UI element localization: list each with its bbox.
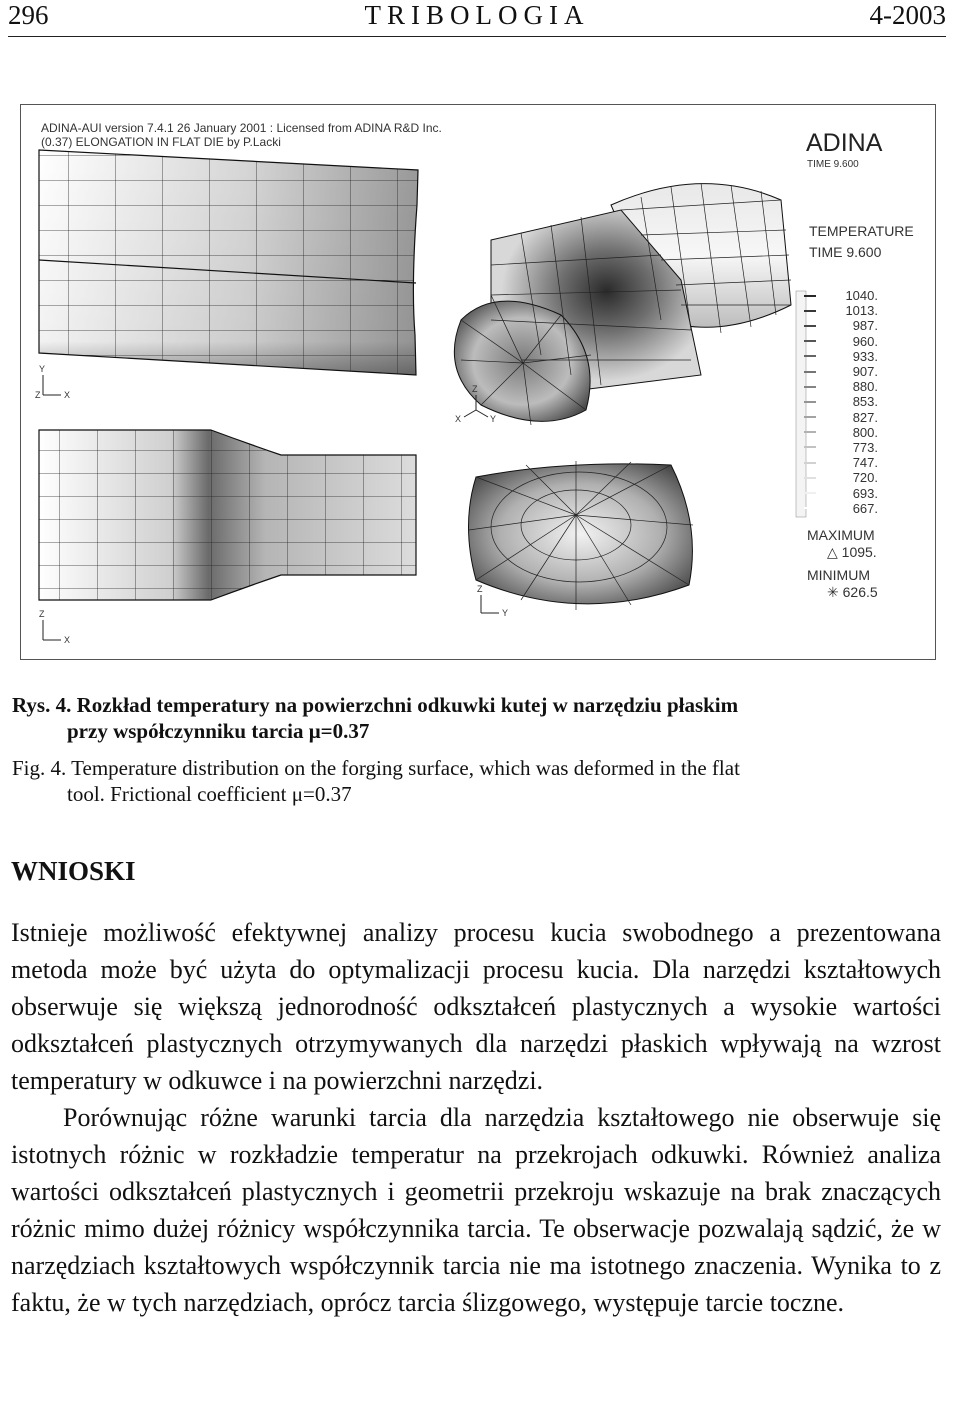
legend-swatch <box>804 310 816 312</box>
axis-label-bl-horizontal: X <box>64 635 71 645</box>
legend-value-item <box>804 410 878 425</box>
minimum-label: MINIMUM <box>807 567 870 583</box>
axis-label-iso-top: Z <box>472 384 478 394</box>
fem-temperature-figure <box>20 104 936 660</box>
legend-swatch <box>804 355 816 357</box>
legend-title-block <box>809 221 914 263</box>
figure-brand: ADINA <box>806 129 883 157</box>
fem-mesh-drawing <box>21 105 935 659</box>
minimum-value <box>807 584 878 601</box>
caption-polish-line1: Rys. 4. Rozkład temperatury na powierzchni odkuwki kutej w narzędziu płaskim <box>12 693 739 717</box>
legend-maximum <box>807 527 877 561</box>
legend-title: TEMPERATURE <box>809 223 914 239</box>
maximum-value <box>807 544 877 561</box>
asterisk-icon: ✳ <box>827 584 843 600</box>
legend-value: 747. <box>852 455 878 471</box>
legend-swatch <box>804 401 816 403</box>
axis-label-tl-horizontal: X <box>64 390 71 400</box>
legend-value: 827. <box>852 409 878 425</box>
triangle-icon: △ <box>827 544 842 560</box>
running-header <box>8 0 946 37</box>
legend-value-item <box>804 318 878 333</box>
paragraph-1: Istnieje możliwość efektywnej analizy procesu kucia swobodnego a prezentowana metoda może być użyta do optymalizacji procesu kucia. Dla narzędzi kształtowych obserwuje się większą jednorodność odkształceń plastycznych a wysokie wartości odkształceń plastycznych otrzymywanych dla narzędzi płaskich wpływają na wzrost temperatury w odkuwce i na powierzchni narzędzi. <box>11 918 941 1095</box>
legend-value-item <box>804 288 878 303</box>
legend-value-item <box>804 485 878 500</box>
legend-swatch <box>804 477 816 479</box>
legend-swatch <box>804 371 816 373</box>
legend-swatch <box>804 325 816 327</box>
legend-swatch <box>804 340 816 342</box>
caption-english <box>12 755 740 807</box>
legend-value-item <box>804 501 878 516</box>
paragraph-2: Porównując różne warunki tarcia dla narzędzia kształtowego nie obserwuje się istotnych różnic w rozkładzie temperatur na przekrojach odkuwki. Również analiza wartości odkształceń plastycznych i geometrii przekroju wskazuje na brak znaczących różnic mimo dużej różnicy współczynnika tarcia. Te obserwacje pozwalają sądzić, że w narzędziach kształtowych współczynnik tarcia nie ma istotnego znaczenia. Wynika to z faktu, że w tych narzędziach, oprócz tarcia ślizgowego, występuje tarcie toczne. <box>11 1103 941 1317</box>
axis-label-iso-right: Y <box>490 414 497 424</box>
mesh-isometric <box>454 183 791 425</box>
legend-value-item <box>804 349 878 364</box>
legend-value: 1013. <box>845 303 878 319</box>
legend-value-item <box>804 394 878 409</box>
legend-swatch <box>804 507 816 509</box>
axis-label-iso-left: X <box>455 414 462 424</box>
legend-swatch <box>804 416 816 418</box>
legend-value-item <box>804 334 878 349</box>
figure-info-line1: ADINA-AUI version 7.4.1 26 January 2001 : Licensed from ADINA R&D Inc. <box>41 121 442 135</box>
figure-brand-time: TIME 9.600 <box>807 159 859 170</box>
caption-polish <box>12 692 738 744</box>
mesh-top-left <box>39 150 419 375</box>
legend-values <box>804 288 878 516</box>
mesh-side-face <box>469 461 694 610</box>
mesh-bottom-left <box>39 425 419 605</box>
legend-value: 720. <box>852 470 878 486</box>
legend-value-item <box>804 425 878 440</box>
legend-value: 960. <box>852 333 878 349</box>
legend-value: 1040. <box>845 288 878 304</box>
caption-english-line2: tool. Frictional coefficient μ=0.37 <box>67 782 352 806</box>
section-title: WNIOSKI <box>11 856 136 886</box>
issue-number: 4-2003 <box>869 0 946 30</box>
legend-swatch <box>804 446 816 448</box>
legend-value: 853. <box>852 394 878 410</box>
minimum-value-text: 626.5 <box>842 584 878 600</box>
axis-label-br-vertical: Z <box>477 584 483 594</box>
legend-value-item <box>804 303 878 318</box>
legend-swatch <box>804 462 816 464</box>
body-text <box>11 914 941 1321</box>
axis-label-bl-vertical: Z <box>39 609 45 619</box>
caption-polish-line2: przy współczynniku tarcia μ=0.37 <box>67 719 370 743</box>
legend-value-item <box>804 364 878 379</box>
legend-value: 907. <box>852 364 878 380</box>
legend-value-item <box>804 455 878 470</box>
maximum-label: MAXIMUM <box>807 527 875 543</box>
legend-value: 773. <box>852 439 878 455</box>
legend-swatch <box>804 386 816 388</box>
legend-value: 933. <box>852 348 878 364</box>
page-number: 296 <box>8 0 49 30</box>
legend-value-item <box>804 470 878 485</box>
legend-value: 667. <box>852 500 878 516</box>
legend-time: TIME 9.600 <box>809 244 882 260</box>
legend-swatch <box>804 492 816 494</box>
axis-label-br-horizontal: Y <box>502 608 509 618</box>
legend-value: 987. <box>852 318 878 334</box>
maximum-value-text: 1095. <box>841 544 877 560</box>
caption-english-line1: Fig. 4. Temperature distribution on the forging surface, which was deformed in the flat <box>12 756 740 780</box>
figure-info-line2: (0.37) ELONGATION IN FLAT DIE by P.Lacki <box>41 135 281 149</box>
legend-value: 800. <box>852 424 878 440</box>
figure-info <box>41 121 442 149</box>
legend-value-item <box>804 379 878 394</box>
legend-minimum <box>807 567 878 601</box>
axis-label-tl-vertical: Y <box>39 364 46 374</box>
journal-title: TRIBOLOGIA <box>364 0 590 30</box>
axis-label-tl-out: Z <box>35 390 41 400</box>
legend-swatch <box>804 431 816 433</box>
legend-swatch <box>804 295 816 297</box>
legend-value: 693. <box>852 485 878 501</box>
legend-value-item <box>804 440 878 455</box>
legend-value: 880. <box>852 379 878 395</box>
